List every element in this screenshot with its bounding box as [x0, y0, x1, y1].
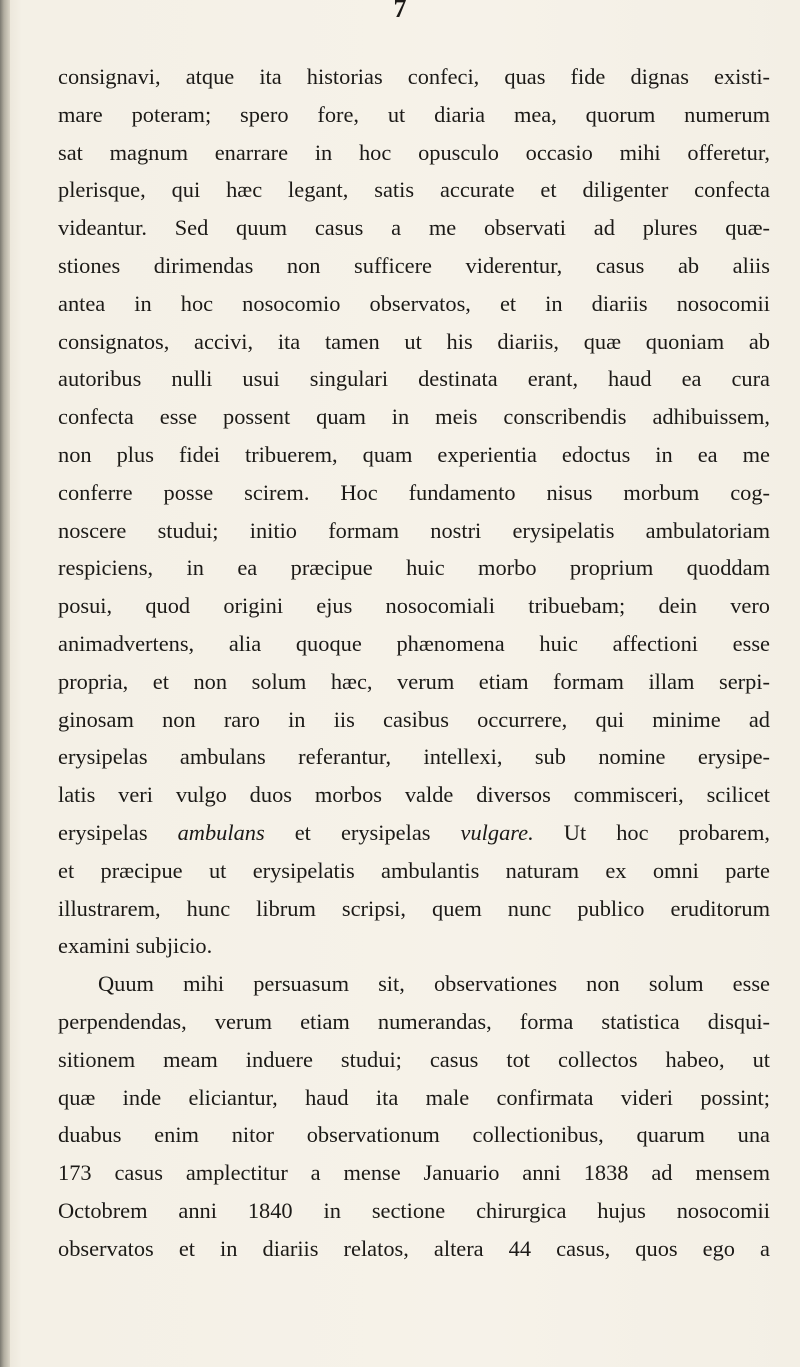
- text-line: non plus fidei tribuerem, quam experientia edoctus in ea me: [58, 441, 770, 467]
- body-text: [58, 58, 770, 1268]
- text-line-paragraph-start: Quum mihi persuasum sit, observationes non solum esse: [98, 971, 770, 997]
- paragraph-2: [58, 965, 770, 1267]
- text-line: Octobrem anni 1840 in sectione chirurgica hujus nosocomii: [58, 1197, 770, 1223]
- text-line: propria, et non solum hæc, verum etiam formam illam serpi-: [58, 668, 770, 694]
- text-line: 173 casus amplectitur a mense Januario anni 1838 ad mensem: [58, 1160, 770, 1186]
- text-line: duabus enim nitor observationum collectionibus, quarum una: [58, 1122, 770, 1148]
- text-line-with-italics: [58, 814, 770, 852]
- text-line-paragraph-end: examini subjicio.: [58, 933, 213, 959]
- text-line: perpendendas, verum etiam numerandas, forma statistica disqui-: [58, 1008, 770, 1034]
- text-line: respiciens, in ea præcipue huic morbo proprium quoddam: [58, 555, 770, 581]
- text-line: conferre posse scirem. Hoc fundamento nisus morbum cog-: [58, 479, 770, 505]
- text-line: plerisque, qui hæc legant, satis accurate et diligenter confecta: [58, 177, 770, 203]
- text-line: noscere studui; initio formam nostri erysipelatis ambulatoriam: [58, 517, 770, 543]
- page-number: 7: [393, 0, 407, 23]
- text-line: confecta esse possent quam in meis conscribendis adhibuissem,: [58, 404, 770, 430]
- italic-term-ambulans: ambulans: [177, 819, 265, 845]
- text-line: videantur. Sed quum casus a me observati ad plures quæ-: [58, 215, 770, 241]
- text-line: latis veri vulgo duos morbos valde diversos commisceri, scilicet: [58, 782, 770, 808]
- text-line: sat magnum enarrare in hoc opusculo occasio mihi offeretur,: [58, 139, 770, 165]
- text-line: autoribus nulli usui singulari destinata erant, haud ea cura: [58, 366, 770, 392]
- text-run: Ut hoc probarem,: [533, 819, 770, 845]
- text-line: consignatos, accivi, ita tamen ut his diariis, quæ quoniam ab: [58, 328, 770, 354]
- text-line: sitionem meam induere studui; casus tot collectos habeo, ut: [58, 1046, 770, 1072]
- text-line: ginosam non raro in iis casibus occurrere, qui minime ad: [58, 706, 770, 732]
- text-line: consignavi, atque ita historias confeci, quas fide dignas existi-: [58, 64, 770, 89]
- paragraph-1: [58, 58, 770, 965]
- text-run: erysipelas: [58, 819, 178, 845]
- text-line: stiones dirimendas non sufficere viderentur, casus ab aliis: [58, 252, 770, 278]
- text-line: animadvertens, alia quoque phænomena huic affectioni esse: [58, 630, 770, 656]
- text-line: mare poteram; spero fore, ut diaria mea, quorum numerum: [58, 101, 770, 127]
- text-line: quæ inde eliciantur, haud ita male confirmata videri possint;: [58, 1084, 770, 1110]
- text-line: illustrarem, hunc librum scripsi, quem nunc publico eruditorum: [58, 895, 770, 921]
- text-line: et præcipue ut erysipelatis ambulantis naturam ex omni parte: [58, 857, 770, 883]
- text-line: observatos et in diariis relatos, altera 44 casus, quos ego a: [58, 1235, 770, 1261]
- binding-edge: [0, 0, 10, 1367]
- text-line: posui, quod origini ejus nosocomiali tribuebam; dein vero: [58, 593, 770, 619]
- text-line: erysipelas ambulans referantur, intellexi, sub nomine erysipe-: [58, 744, 770, 770]
- italic-term-vulgare: vulgare.: [460, 819, 534, 845]
- text-line: antea in hoc nosocomio observatos, et in diariis nosocomii: [58, 290, 770, 316]
- text-run: et erysipelas: [264, 819, 461, 845]
